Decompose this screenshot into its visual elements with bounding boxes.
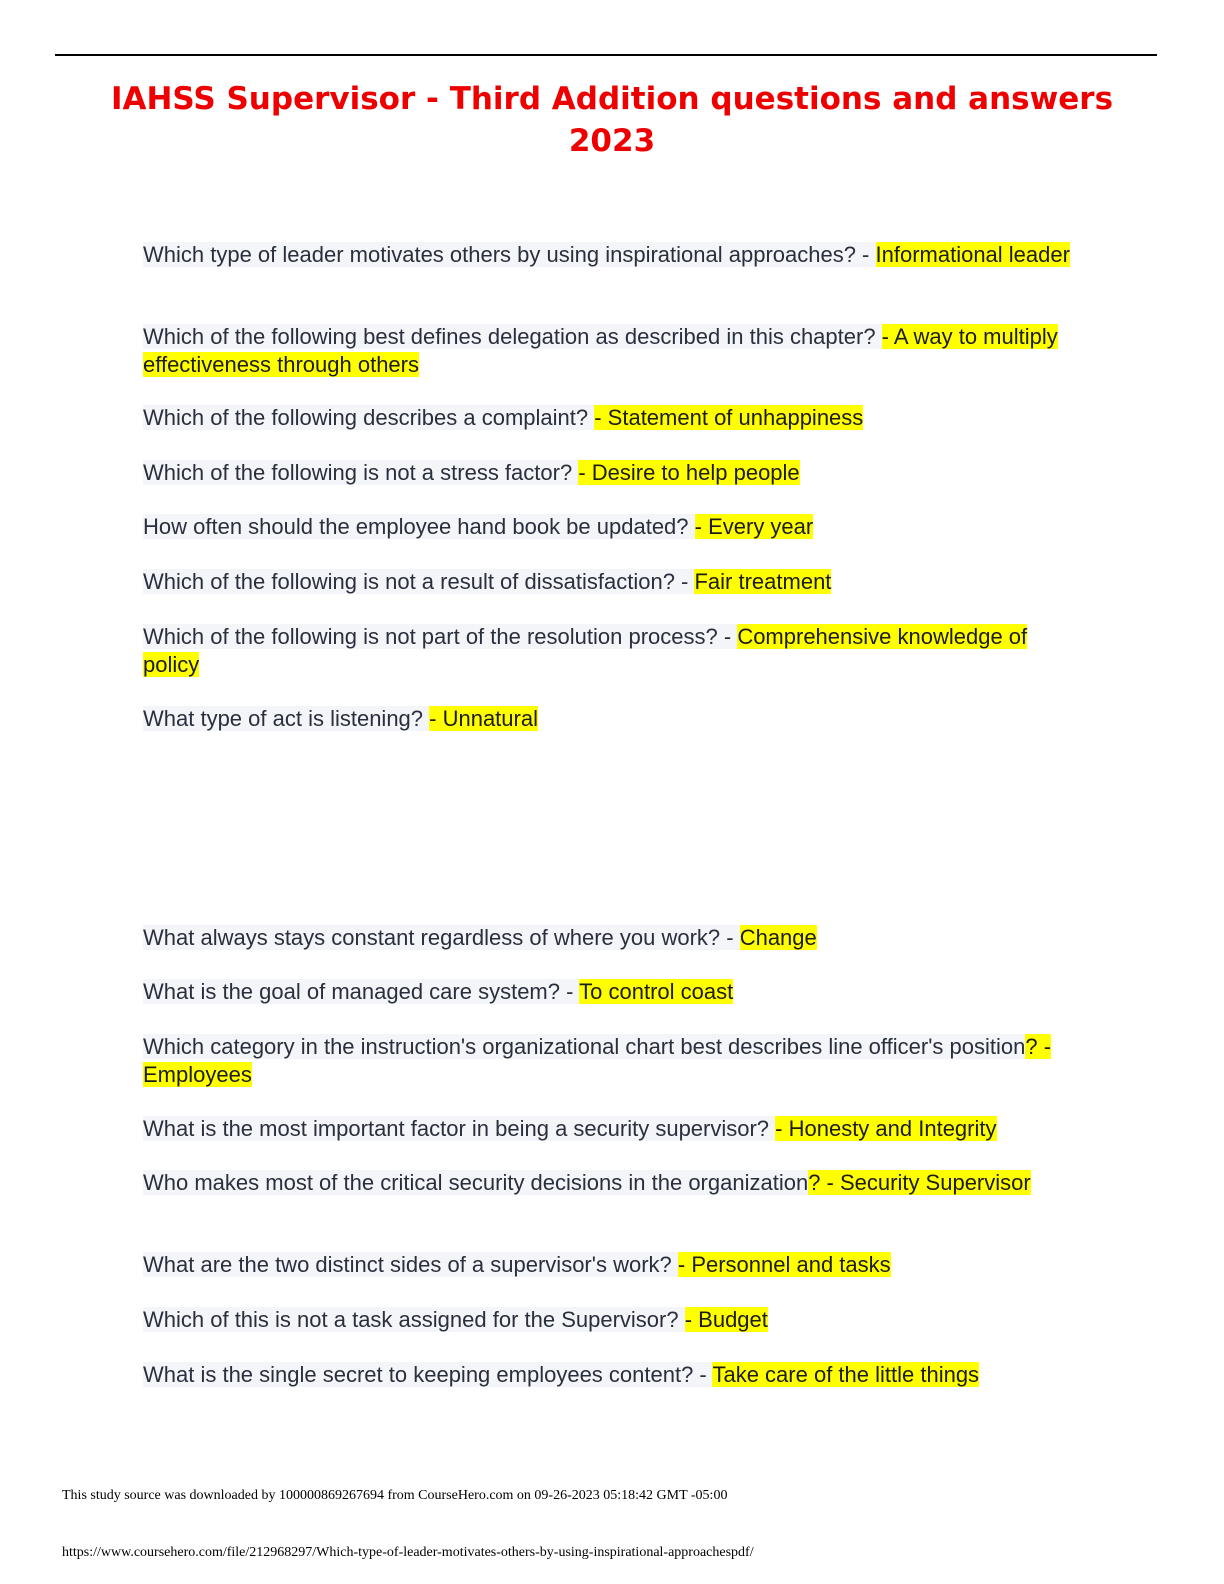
qa-item: [143, 513, 1078, 541]
question: What is the single secret to keeping employees content? -: [143, 1362, 713, 1387]
answer-highlight: ? - Security Supervisor: [808, 1170, 1031, 1195]
document-title: [0, 78, 1224, 162]
qa-item: [143, 1169, 1078, 1197]
qa-item: [143, 459, 1078, 487]
answer-highlight: ? - Employees: [143, 1034, 1052, 1087]
question: Which of this is not a task assigned for the Supervisor?: [143, 1307, 685, 1332]
source-url[interactable]: https://www.coursehero.com/file/212968297/Which-type-of-leader-motivates-others-by-using-inspirational-approachespdf/: [62, 1545, 754, 1560]
answer-highlight: Informational leader: [875, 242, 1070, 267]
question: Which of the following best defines delegation as described in this chapter?: [143, 324, 882, 349]
question: Which type of leader motivates others by using inspirational approaches? -: [143, 242, 876, 267]
question: Which of the following is not a stress factor?: [143, 460, 579, 485]
question: How often should the employee hand book be updated?: [143, 514, 695, 539]
qa-item: [143, 404, 1078, 432]
answer-highlight: Take care of the little things: [712, 1362, 980, 1387]
question: What always stays constant regardless of where you work? -: [143, 925, 740, 950]
question: Which of the following is not part of the resolution process? -: [143, 624, 738, 649]
question: Which category in the instruction's organizational chart best describes line officer's position: [143, 1034, 1026, 1059]
qa-item: [143, 1251, 1078, 1279]
qa-item: [143, 1033, 1078, 1089]
question: Which of the following is not a result of dissatisfaction? -: [143, 569, 695, 594]
answer-highlight: - Every year: [694, 514, 814, 539]
qa-item: [143, 323, 1078, 379]
qa-item: [143, 978, 1078, 1006]
download-notice: This study source was downloaded by 100000869267694 from CourseHero.com on 09-26-2023 05:18:42 GMT -05:00: [62, 1488, 728, 1503]
question: What are the two distinct sides of a supervisor's work?: [143, 1252, 678, 1277]
qa-item: [143, 1306, 1078, 1334]
answer-highlight: - Statement of unhappiness: [594, 405, 864, 430]
answer-highlight: - Personnel and tasks: [677, 1252, 891, 1277]
answer-highlight: Change: [739, 925, 817, 950]
answer-highlight: Fair treatment: [694, 569, 832, 594]
question: What is the most important factor in being a security supervisor?: [143, 1116, 776, 1141]
qa-item: [143, 924, 1078, 952]
qa-item: [143, 568, 1078, 596]
question: Who makes most of the critical security decisions in the organization: [143, 1170, 809, 1195]
question: What type of act is listening?: [143, 706, 430, 731]
question: What is the goal of managed care system? -: [143, 979, 580, 1004]
answer-highlight: To control coast: [579, 979, 734, 1004]
title-line-1: IAHSS Supervisor - Third Addition questions and answers: [110, 81, 1114, 117]
qa-item: [143, 1361, 1078, 1389]
qa-item: [143, 705, 1078, 733]
answer-highlight: Comprehensive knowledge of policy: [143, 624, 1028, 677]
answer-highlight: - Budget: [684, 1307, 768, 1332]
qa-item: [143, 623, 1078, 679]
answer-highlight: - Honesty and Integrity: [775, 1116, 997, 1141]
qa-item: [143, 241, 1078, 269]
top-rule: [55, 54, 1157, 56]
qa-item: [143, 1115, 1078, 1143]
answer-highlight: - Unnatural: [429, 706, 538, 731]
title-line-2: 2023: [568, 123, 656, 159]
answer-highlight: - A way to multiply effectiveness through others: [143, 324, 1058, 377]
answer-highlight: - Desire to help people: [578, 460, 800, 485]
question: Which of the following describes a complaint?: [143, 405, 595, 430]
